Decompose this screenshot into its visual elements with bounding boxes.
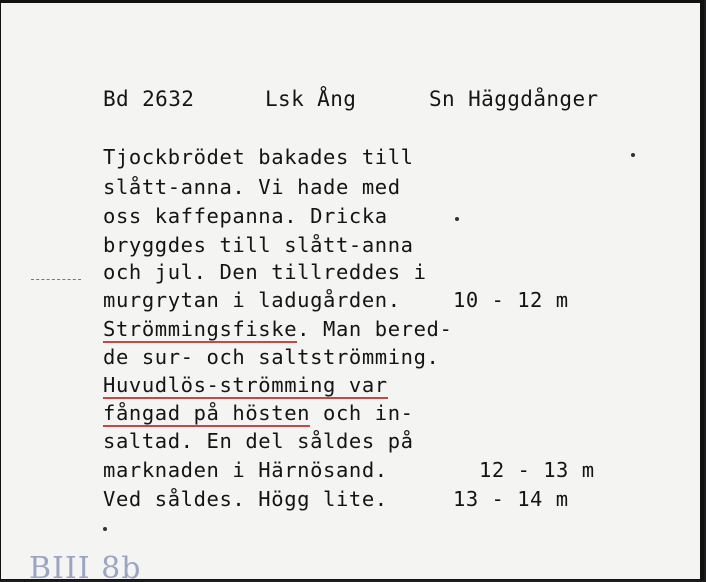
- ink-dot: [103, 527, 107, 531]
- underlined-text: fångad på hösten: [103, 401, 311, 425]
- text-line: bryggdes till slått-anna: [103, 233, 414, 257]
- margin-dash: [31, 279, 81, 280]
- text-line: murgrytan i ladugården.: [103, 288, 401, 312]
- ink-dot: [455, 217, 459, 221]
- parish-label: Sn Häggdånger: [429, 87, 599, 111]
- ink-dot: [631, 153, 635, 157]
- text-line: [103, 401, 414, 425]
- underlined-text: Huvudlös-strömming var: [103, 373, 388, 397]
- amount-range: 13 - 14 m: [453, 487, 569, 511]
- text-line: oss kaffepanna. Dricka: [103, 204, 388, 228]
- text-line: slått-anna. Vi hade med: [103, 175, 401, 199]
- amount-range: 10 - 12 m: [453, 288, 569, 312]
- underlined-text: Strömmingsfiske: [103, 317, 298, 341]
- catalog-mark: BIII 8b: [29, 551, 142, 580]
- text-line: och jul. Den tillreddes i: [103, 260, 427, 284]
- text-line: [103, 373, 388, 397]
- text-line: Ved såldes. Högg lite.: [103, 487, 388, 511]
- text-line: Tjockbrödet bakades till: [103, 145, 414, 169]
- text-line: [103, 317, 452, 341]
- record-id: Bd 2632: [103, 87, 195, 111]
- text-line: saltad. En del såldes på: [103, 429, 414, 453]
- text-line: marknaden i Härnösand.: [103, 458, 388, 482]
- region-label: Lsk Ång: [265, 87, 357, 111]
- text-line: de sur- och saltströmming.: [103, 345, 440, 369]
- line-text-rest: . Man bered-: [297, 317, 453, 341]
- line-text-rest: och in-: [310, 401, 414, 425]
- amount-range: 12 - 13 m: [479, 458, 595, 482]
